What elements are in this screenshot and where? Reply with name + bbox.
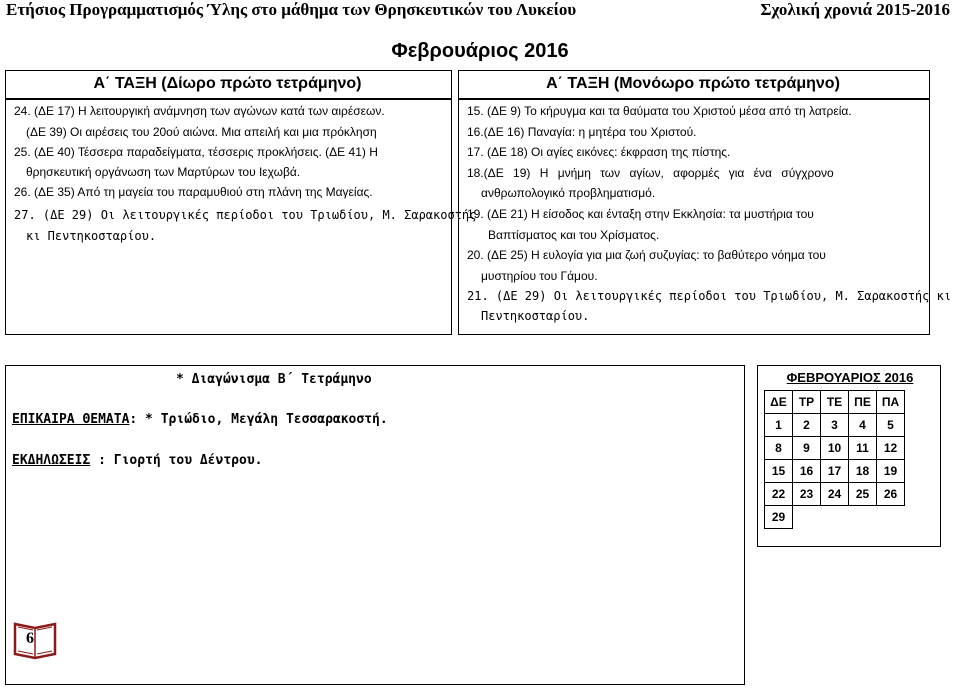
calendar-day: 22: [765, 483, 793, 506]
right-line: μυστηρίου του Γάμου.: [481, 269, 598, 283]
calendar-day: 9: [793, 437, 821, 460]
calendar-day: 18: [849, 460, 877, 483]
right-line: ανθρωπολογικό προβληματισμό.: [481, 186, 656, 200]
left-line: 24. (ΔΕ 17) Η λειτουργική ανάμνηση των αγώνων κατά των αιρέσεων.: [14, 104, 385, 118]
calendar-week-row: [765, 506, 905, 529]
left-line: 25. (ΔΕ 40) Τέσσερα παραδείγματα, τέσσερις προκλήσεις. (ΔΕ 41) Η: [14, 145, 378, 159]
calendar-day: 25: [849, 483, 877, 506]
weekday-header: ΠΕ: [849, 391, 877, 414]
weekday-header: ΤΕ: [821, 391, 849, 414]
calendar-day: 29: [765, 506, 793, 529]
calendar-day: 4: [849, 414, 877, 437]
book-icon: [12, 618, 58, 660]
right-line: 21. (ΔΕ 29) Οι λειτουργικές περίοδοι του Τριωδίου, Μ. Σαρακοστής κι: [467, 289, 952, 303]
calendar-day: 19: [877, 460, 905, 483]
calendar-day: 11: [849, 437, 877, 460]
calendar-day: 8: [765, 437, 793, 460]
calendar-title: ΦΕΒΡΟΥΑΡΙΟΣ 2016: [786, 370, 914, 385]
calendar-table: [764, 390, 905, 529]
right-line: Πεντηκοσταρίου.: [481, 309, 590, 323]
right-line: 20. (ΔΕ 25) Η ευλογία για μια ζωή συζυγίας: το βαθύτερο νόημα του: [467, 248, 826, 262]
calendar-week-row: [765, 437, 905, 460]
left-line: 27. (ΔΕ 29) Οι λειτουργικές περίοδοι του Τριωδίου, Μ. Σαρακοστής: [14, 208, 477, 222]
right-line: 17. (ΔΕ 18) Οι αγίες εικόνες: έκφραση της πίστης.: [467, 145, 731, 159]
calendar-week-row: [765, 460, 905, 483]
left-line: 26. (ΔΕ 35) Από τη μαγεία του παραμυθιού στη πλάνη της Μαγείας.: [14, 185, 373, 199]
events-note: [12, 454, 262, 468]
topical-note: [12, 413, 388, 427]
calendar-day: 16: [793, 460, 821, 483]
page-number-book: [12, 618, 58, 665]
right-line: 15. (ΔΕ 9) Το κήρυγμα και τα θαύματα του Χριστού μέσα από τη λατρεία.: [467, 104, 852, 118]
calendar-week-row: [765, 483, 905, 506]
right-line: Βαπτίσματος και του Χρίσματος.: [488, 228, 660, 242]
calendar-day: 3: [821, 414, 849, 437]
calendar-day: 10: [821, 437, 849, 460]
left-line: κι Πεντηκοσταρίου.: [26, 229, 157, 243]
events-text: : Γιορτή του Δέντρου.: [90, 453, 263, 468]
calendar-day: 1: [765, 414, 793, 437]
calendar-week-row: [765, 414, 905, 437]
left-line: (ΔΕ 39) Οι αιρέσεις του 20ού αιώνα. Μια απειλή και μια πρόκληση: [26, 125, 377, 139]
calendar-day: [793, 506, 821, 529]
left-line: θρησκευτική οργάνωση των Μαρτύρων του Ιεχωβά.: [26, 165, 301, 179]
right-line: 19. (ΔΕ 21) Η είσοδος και ένταξη στην Εκκλησία: τα μυστήρια του: [467, 207, 814, 221]
calendar-day: 12: [877, 437, 905, 460]
calendar-day: 5: [877, 414, 905, 437]
calendar-day: [821, 506, 849, 529]
document-header-title: Ετήσιος Προγραμματισμός Ύλης στο μάθημα των Θρησκευτικών του Λυκείου: [6, 0, 577, 19]
weekday-header: ΤΡ: [793, 391, 821, 414]
topical-label: ΕΠΙΚΑΙΡΑ ΘΕΜΑΤΑ: [12, 412, 130, 427]
calendar-day: 17: [821, 460, 849, 483]
left-box-title: Α΄ ΤΑΞΗ (Δίωρο πρώτο τετράμηνο): [93, 75, 362, 92]
calendar-day: 26: [877, 483, 905, 506]
topical-text: : * Τριώδιο, Μεγάλη Τεσσαρακοστή.: [129, 412, 388, 427]
month-title: Φεβρουάριος 2016: [391, 40, 569, 62]
weekday-header: ΔΕ: [765, 391, 793, 414]
calendar-day: 23: [793, 483, 821, 506]
right-line: 16.(ΔΕ 16) Παναγία: η μητέρα του Χριστού.: [467, 125, 697, 139]
weekday-header: ΠΑ: [877, 391, 905, 414]
right-box-title: Α΄ ΤΑΞΗ (Μονόωρο πρώτο τετράμηνο): [546, 75, 840, 92]
calendar-header-row: [765, 391, 905, 414]
calendar-day: 2: [793, 414, 821, 437]
calendar-day: [877, 506, 905, 529]
calendar-day: [849, 506, 877, 529]
page-number: 6: [26, 630, 34, 647]
right-line: 18.(ΔΕ 19) Η μνήμη των αγίων, αφορμές για ένα σύγχρονο: [467, 166, 834, 180]
calendar-day: 15: [765, 460, 793, 483]
exam-note: * Διαγώνισμα Β΄ Τετράμηνο: [176, 372, 372, 387]
events-label: ΕΚΔΗΛΩΣΕΙΣ: [12, 453, 91, 468]
school-year: Σχολική χρονιά 2015-2016: [760, 0, 950, 19]
calendar-day: 24: [821, 483, 849, 506]
